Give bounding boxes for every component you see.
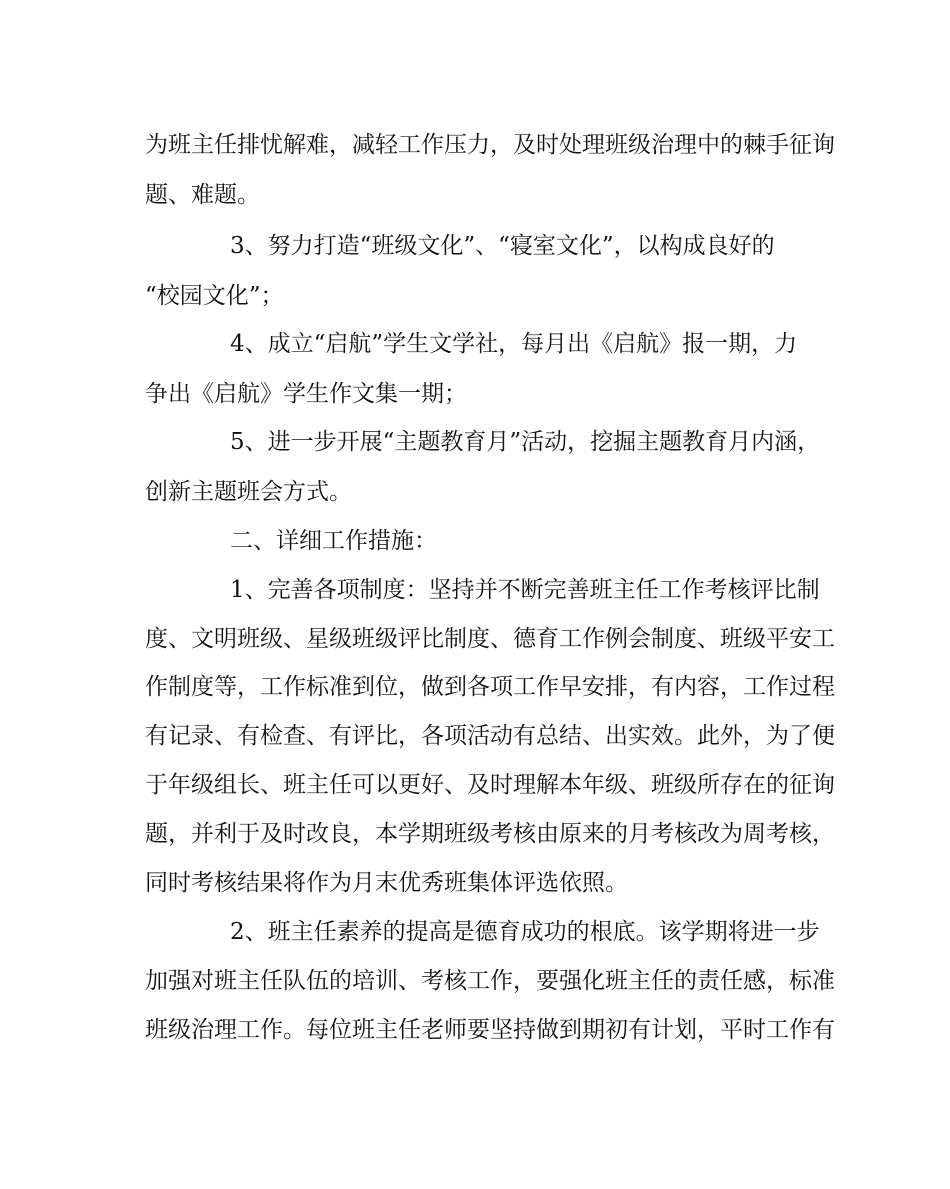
text-line: 争出《启航》学生作文集一期； (145, 381, 467, 407)
text-line: 于年级组长、班主任可以更好、及时理解本年级、班级所存在的征询 (145, 772, 835, 798)
text-line: 度、文明班级、星级班级评比制度、德育工作例会制度、班级平安工 (145, 626, 835, 652)
text-line: 题，并利于及时改良，本学期班级考核由原来的月考核改为周考核， (145, 821, 835, 847)
text-line: “校园文化”； (145, 283, 284, 309)
text-line: 为班主任排忧解难，减轻工作压力，及时处理班级治理中的棘手征询 (145, 132, 835, 158)
text-line: 作制度等，工作标准到位，做到各项工作早安排，有内容，工作过程 (145, 674, 835, 700)
paragraph-start-line: 1、完善各项制度：坚持并不断完善班主任工作考核评比制 (230, 577, 820, 603)
text-line: 班级治理工作。每位班主任老师要坚持做到期初有计划，平时工作有 (145, 1017, 835, 1043)
paragraph-start-line: 2、班主任素养的提高是德育成功的根底。该学期将进一步 (230, 919, 820, 945)
text-line: 加强对班主任队伍的培训、考核工作，要强化班主任的责任感，标准 (145, 968, 835, 994)
text-line: 同时考核结果将作为月末优秀班集体评选依照。 (145, 870, 628, 896)
text-line: 有记录、有检查、有评比，各项活动有总结、出实效。此外，为了便 (145, 723, 835, 749)
text-line: 题、难题。 (145, 182, 260, 208)
paragraph-start-line: 3、努力打造“班级文化”、“寝室文化”，以构成良好的 (230, 233, 775, 259)
text-line: 创新主题班会方式。 (145, 479, 352, 505)
paragraph-start-line: 5、进一步开展“主题教育月”活动，挖掘主题教育月内涵， (230, 429, 821, 455)
paragraph-start-line: 4、成立“启航”学生文学社，每月出《启航》报一期，力 (230, 331, 798, 357)
section-heading: 二、详细工作措施： (230, 528, 437, 554)
